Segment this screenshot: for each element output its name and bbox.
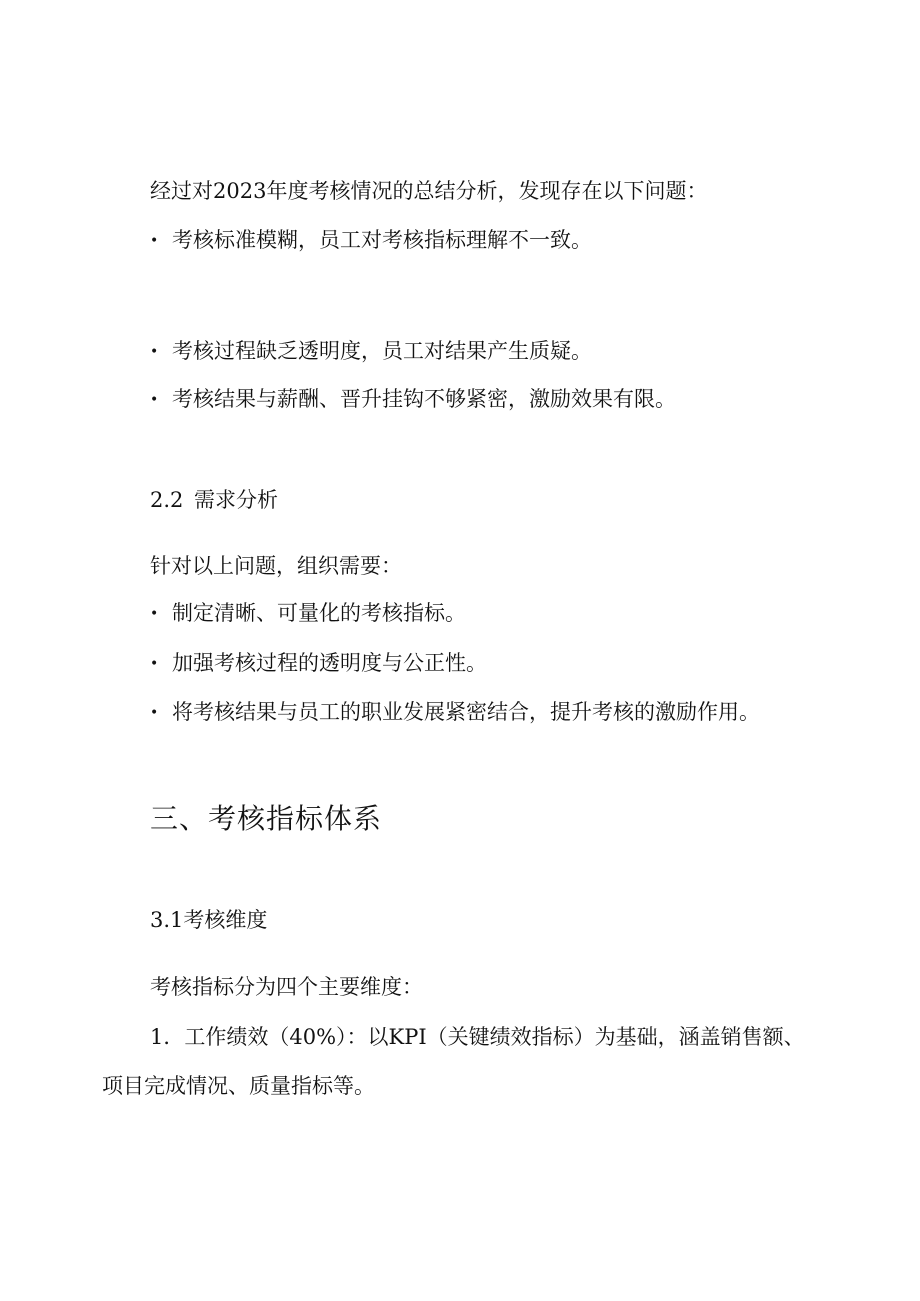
problem-list-item bbox=[150, 384, 676, 415]
problem-list-item bbox=[150, 225, 592, 256]
needs-list-item bbox=[150, 598, 466, 629]
needs-list-item bbox=[150, 697, 760, 728]
problem-text: 考核结果与薪酬、晋升挂钩不够紧密，激励效果有限。 bbox=[172, 387, 676, 411]
intro-paragraph: 经过对2023年度考核情况的总结分析，发现存在以下问题： bbox=[150, 179, 708, 203]
bullet-icon: • bbox=[150, 656, 159, 672]
needs-text: 加强考核过程的透明度与公正性。 bbox=[172, 651, 487, 675]
needs-text: 制定清晰、可量化的考核指标。 bbox=[172, 601, 466, 625]
section-title: 需求分析 bbox=[194, 488, 278, 512]
section-heading-2-2 bbox=[150, 485, 278, 515]
needs-text: 将考核结果与员工的职业发展紧密结合，提升考核的激励作用。 bbox=[172, 700, 760, 724]
problem-text: 考核标准模糊，员工对考核指标理解不一致。 bbox=[172, 228, 592, 252]
bullet-icon: • bbox=[150, 344, 159, 360]
problem-list-item bbox=[150, 336, 592, 367]
needs-list-item bbox=[150, 648, 487, 679]
bullet-icon: • bbox=[150, 392, 159, 408]
dimensions-intro-paragraph: 考核指标分为四个主要维度： bbox=[150, 975, 423, 999]
needs-intro-paragraph: 针对以上问题，组织需要： bbox=[150, 554, 402, 578]
bullet-icon: • bbox=[150, 705, 159, 721]
section-number: 2.2 bbox=[150, 488, 184, 512]
section-heading-3-1: 3.1考核维度 bbox=[150, 908, 268, 932]
bullet-icon: • bbox=[150, 606, 159, 622]
dimension-item-line-1: 1．工作绩效（40%）：以KPI（关键绩效指标）为基础，涵盖销售额、 bbox=[150, 1025, 805, 1049]
problem-text: 考核过程缺乏透明度，员工对结果产生质疑。 bbox=[172, 339, 592, 363]
chapter-heading: 三、考核指标体系 bbox=[150, 802, 383, 835]
bullet-icon: • bbox=[150, 233, 159, 249]
dimension-item-line-2: 项目完成情况、质量指标等。 bbox=[102, 1074, 375, 1098]
